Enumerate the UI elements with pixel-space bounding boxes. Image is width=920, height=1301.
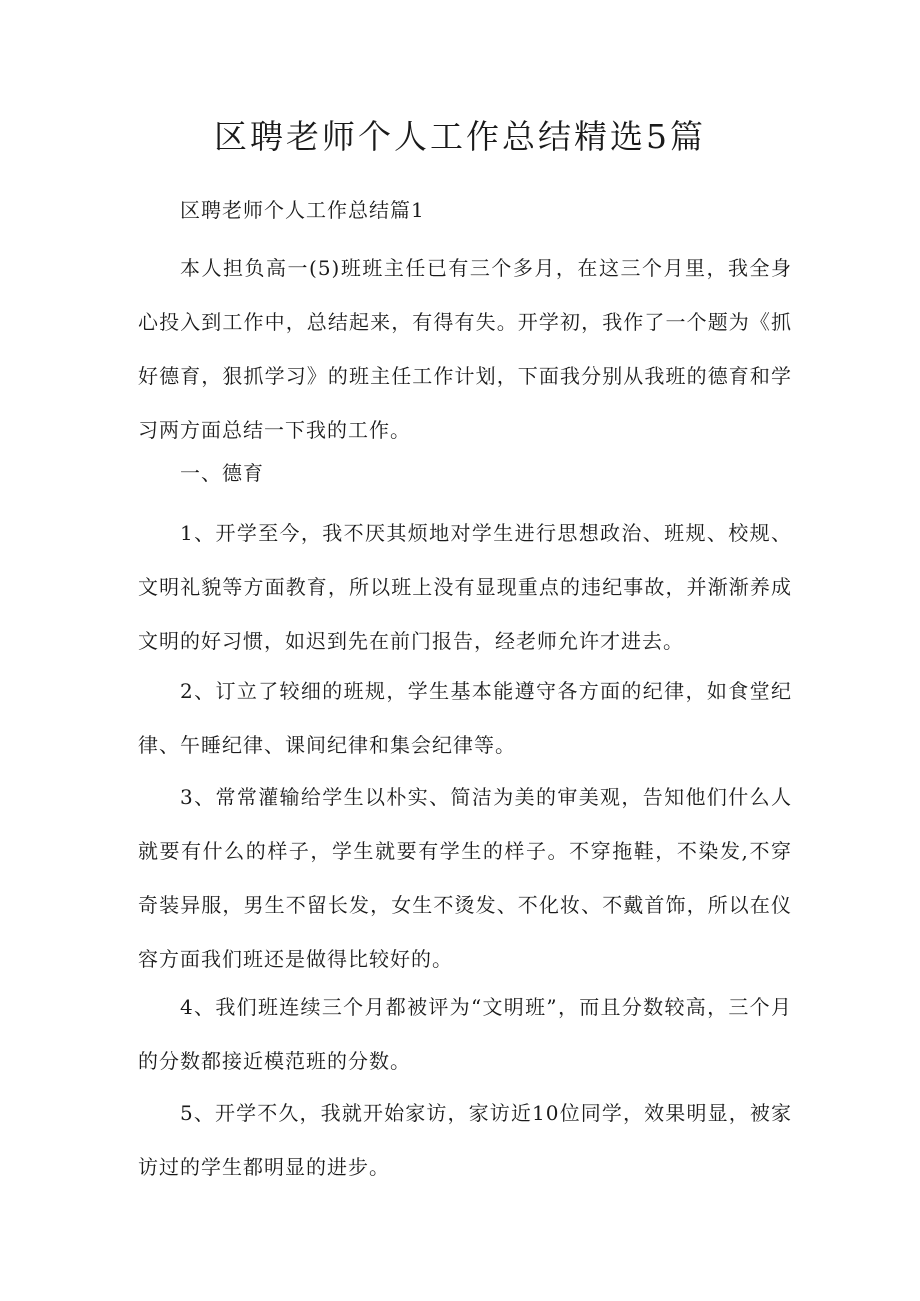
intro-paragraph: 本人担负高一(5)班班主任已有三个多月，在这三个月里，我全身心投入到工作中，总结起来，有得有失。开学初，我作了一个题为《抓好德育，狠抓学习》的班主任工作计划，下面我分别从我班的德育和学习两方面总结一下我的工作。 (138, 256, 792, 442)
list-item: 1、开学至今，我不厌其烦地对学生进行思想政治、班规、校规、文明礼貌等方面教育，所以班上没有显现重点的违纪事故，并渐渐养成文明的好习惯，如迟到先在前门报告，经老师允许才进去。 (138, 521, 792, 653)
list-item: 4、我们班连续三个月都被评为“文明班”，而且分数较高，三个月的分数都接近模范班的分数。 (138, 995, 792, 1073)
section-subtitle: 区聘老师个人工作总结篇1 (180, 198, 425, 222)
list-item: 2、订立了较细的班规，学生基本能遵守各方面的纪律，如食堂纪律、午睡纪律、课间纪律和集会纪律等。 (138, 679, 792, 757)
list-item: 3、常常灌输给学生以朴实、简洁为美的审美观，告知他们什么人就要有什么的样子，学生就要有学生的样子。不穿拖鞋，不染发,不穿奇装异服，男生不留长发，女生不烫发、不化妆、不戴首饰，所以在仪容方面我们班还是做得比较好的。 (138, 785, 792, 971)
list-item: 5、开学不久，我就开始家访，家访近10位同学，效果明显，被家访过的学生都明显的进步。 (138, 1101, 792, 1179)
section-heading: 一、德育 (180, 461, 264, 485)
document-title: 区聘老师个人工作总结精选5篇 (214, 117, 706, 156)
